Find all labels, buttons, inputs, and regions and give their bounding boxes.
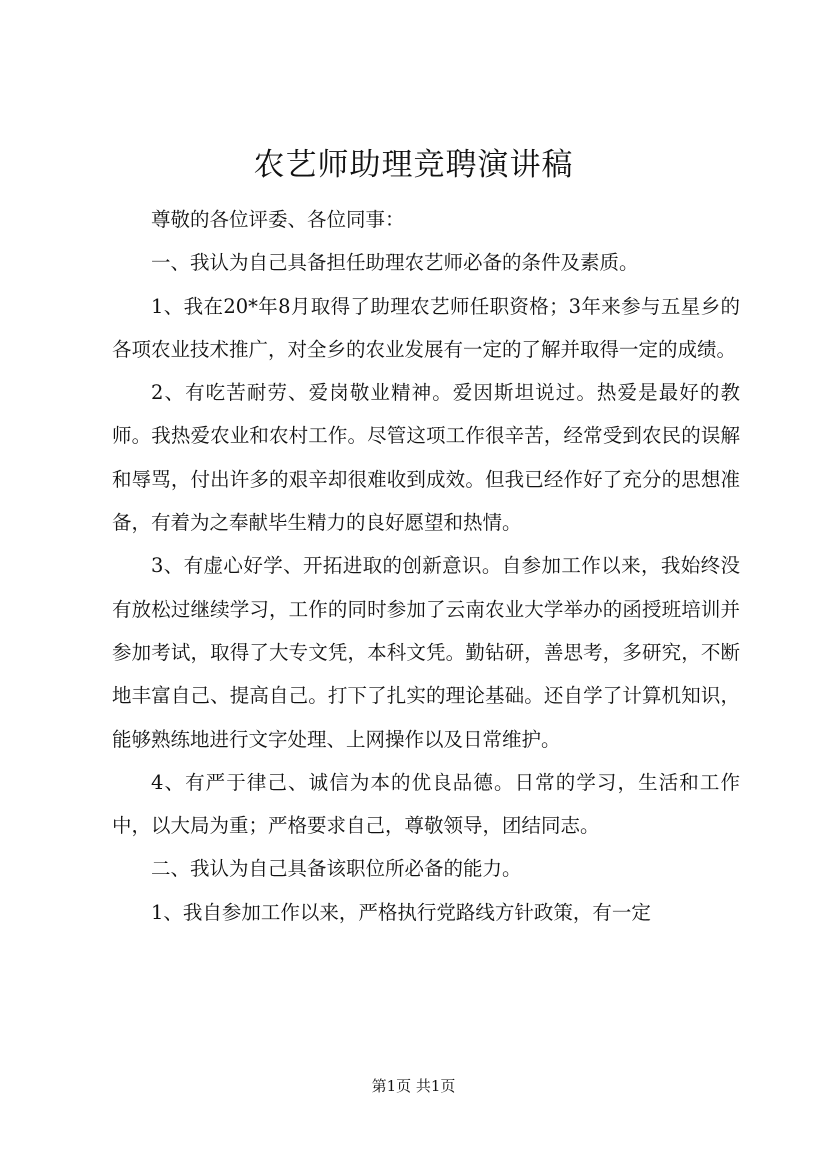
page-number: 第1页 共1页	[371, 1077, 456, 1095]
paragraph-item-1: 1、我在20*年8月取得了助理农艺师任职资格；3年来参与五星乡的各项农业技术推广，对全乡的农业发展有一定的了解并取得一定的成绩。	[112, 294, 740, 361]
document-title: 农艺师助理竞聘演讲稿	[253, 147, 574, 183]
paragraph-section-two-heading: 二、我认为自己具备该职位所必备的能力。	[151, 857, 522, 881]
paragraph-section-one-heading: 一、我认为自己具备担任助理农艺师必备的条件及素质。	[151, 251, 639, 275]
paragraph-item-3: 3、有虚心好学、开拓进取的创新意识。自参加工作以来，我始终没有放松过继续学习，工作的同时参加了云南农业大学举办的函授班培训并参加考试，取得了大专文凭，本科文凭。勤钻研，善思考，多研究，不断地丰富自己、提高自己。打下了扎实的理论基础。还自学了计算机知识，能够熟练地进行文字处理、上网操作以及日常维护。	[112, 554, 740, 751]
paragraph-item-2: 2、有吃苦耐劳、爱岗敬业精神。爱因斯坦说过。热爱是最好的教师。我热爱农业和农村工作。尽管这项工作很辛苦，经常受到农民的误解和辱骂，付出许多的艰辛却很难收到成效。但我已经作好了充分的思想准备，有着为之奉献毕生精力的良好愿望和热情。	[112, 381, 740, 535]
paragraph-item-4: 4、有严于律己、诚信为本的优良品德。日常的学习，生活和工作中，以大局为重；严格要求自己，尊敬领导，团结同志。	[112, 770, 740, 838]
paragraph-section-two-item-1: 1、我自参加工作以来，严格执行党路线方针政策，有一定	[151, 900, 651, 924]
paragraph-greeting: 尊敬的各位评委、各位同事：	[151, 208, 405, 231]
document-body	[112, 198, 740, 934]
